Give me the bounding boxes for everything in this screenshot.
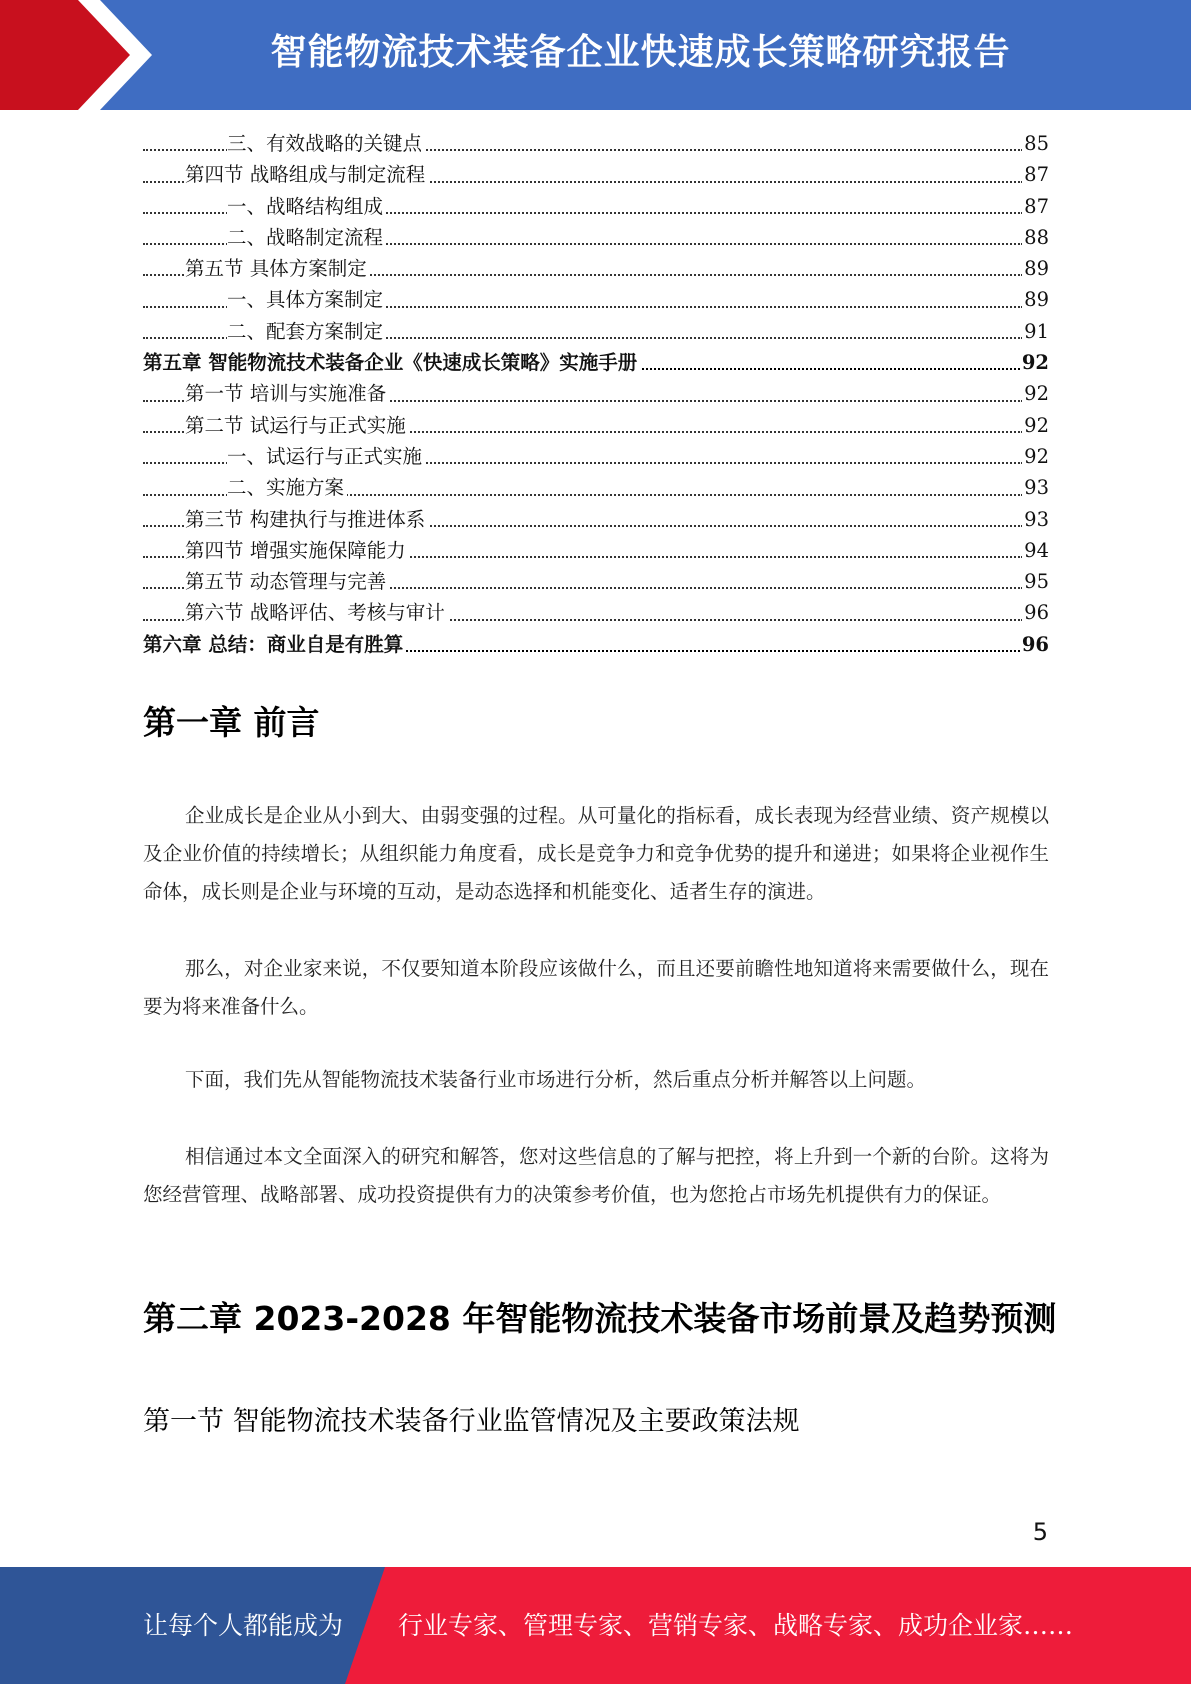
toc-entry-page: 92 <box>1022 441 1049 472</box>
toc-entry-page: 92 <box>1020 347 1049 378</box>
toc-entry-page: 88 <box>1022 222 1049 253</box>
toc-entry[interactable] <box>143 316 1049 347</box>
toc-entry-page: 92 <box>1022 378 1049 409</box>
page-number: 5 <box>1032 1518 1048 1546</box>
toc-entry-page: 87 <box>1022 159 1049 190</box>
toc-entry-title: 二、配套方案制定 <box>227 316 386 347</box>
toc-entry-page: 91 <box>1022 316 1049 347</box>
footer-slogan-left: 让每个人都能成为 <box>143 1611 344 1640</box>
intro-paragraph-1: 企业成长是企业从小到大、由弱变强的过程。从可量化的指标看，成长表现为经营业绩、资产规模以及企业价值的持续增长；从组织能力角度看，成长是竞争力和竞争优势的提升和递进；如果将企业视作生命体，成长则是企业与环境的互动，是动态选择和机能变化、适者生存的演进。 <box>143 804 1049 903</box>
toc-entry-title: 一、战略结构组成 <box>227 191 386 222</box>
intro-paragraph-4: 相信通过本文全面深入的研究和解答，您对这些信息的了解与把控，将上升到一个新的台阶。这将为您经营管理、战略部署、成功投资提供有力的决策参考价值，也为您抢占市场先机提供有力的保证。 <box>143 1145 1049 1206</box>
toc-entry[interactable] <box>143 284 1049 315</box>
toc-entry[interactable] <box>143 347 1049 378</box>
header-chevron-icon <box>0 0 160 110</box>
toc-entry[interactable] <box>143 566 1049 597</box>
toc-entry-page: 85 <box>1022 128 1049 159</box>
page-header <box>0 0 1191 110</box>
chapter-1-title: 第一章 前言 <box>143 703 320 742</box>
toc-entry-page: 96 <box>1022 597 1049 628</box>
toc-entry[interactable] <box>143 504 1049 535</box>
toc-entry[interactable] <box>143 629 1049 660</box>
intro-paragraph-3: 下面，我们先从智能物流技术装备行业市场进行分析，然后重点分析并解答以上问题。 <box>185 1068 927 1091</box>
toc-entry-page: 93 <box>1022 472 1049 503</box>
toc-entry[interactable] <box>143 535 1049 566</box>
toc-entry[interactable] <box>143 410 1049 441</box>
footer-slogan-right: 行业专家、管理专家、营销专家、战略专家、成功企业家…… <box>398 1611 1074 1640</box>
toc-entry-title: 二、实施方案 <box>227 472 347 503</box>
toc-entry-title: 第二节 试运行与正式实施 <box>185 410 409 441</box>
chapter-2-title: 第二章 2023-2028 年智能物流技术装备市场前景及趋势预测 <box>143 1299 1057 1338</box>
toc-entry-page: 94 <box>1022 535 1049 566</box>
page-footer <box>0 1567 1191 1684</box>
toc-entry-title: 第六节 战略评估、考核与审计 <box>185 597 448 628</box>
toc-entry-title: 第四节 增强实施保障能力 <box>185 535 409 566</box>
toc-entry[interactable] <box>143 159 1049 190</box>
toc-entry[interactable] <box>143 597 1049 628</box>
toc-entry[interactable] <box>143 253 1049 284</box>
toc-entry-title: 三、有效战略的关键点 <box>227 128 425 159</box>
toc-entry-page: 89 <box>1022 253 1049 284</box>
toc-entry-title: 第五节 动态管理与完善 <box>185 566 389 597</box>
toc-entry-title: 一、试运行与正式实施 <box>227 441 425 472</box>
toc-entry-page: 95 <box>1022 566 1049 597</box>
toc-entry[interactable] <box>143 378 1049 409</box>
intro-paragraph-2: 那么，对企业家来说，不仅要知道本阶段应该做什么，而且还要前瞻性地知道将来需要做什么，现在要为将来准备什么。 <box>143 957 1049 1018</box>
toc-entry-page: 92 <box>1022 410 1049 441</box>
toc-entry-title: 一、具体方案制定 <box>227 284 386 315</box>
toc-entry-title: 第一节 培训与实施准备 <box>185 378 389 409</box>
toc-entry-title: 第六章 总结：商业自是有胜算 <box>143 629 406 660</box>
toc-entry[interactable] <box>143 441 1049 472</box>
toc-entry-title: 第三节 构建执行与推进体系 <box>185 504 428 535</box>
toc-entry[interactable] <box>143 191 1049 222</box>
toc-entry[interactable] <box>143 472 1049 503</box>
toc-entry-page: 96 <box>1020 629 1049 660</box>
header-title: 智能物流技术装备企业快速成长策略研究报告 <box>270 32 1011 73</box>
toc-entry-title: 二、战略制定流程 <box>227 222 386 253</box>
chapter-2-section-1-title: 第一节 智能物流技术装备行业监管情况及主要政策法规 <box>143 1406 800 1437</box>
toc-entry-page: 93 <box>1022 504 1049 535</box>
toc-entry-title: 第五节 具体方案制定 <box>185 253 370 284</box>
toc-entry-title: 第四节 战略组成与制定流程 <box>185 159 428 190</box>
toc-entry[interactable] <box>143 222 1049 253</box>
toc-entry[interactable] <box>143 128 1049 159</box>
toc-entry-page: 89 <box>1022 284 1049 315</box>
table-of-contents <box>143 128 1049 660</box>
toc-entry-title: 第五章 智能物流技术装备企业《快速成长策略》实施手册 <box>143 347 640 378</box>
toc-entry-page: 87 <box>1022 191 1049 222</box>
